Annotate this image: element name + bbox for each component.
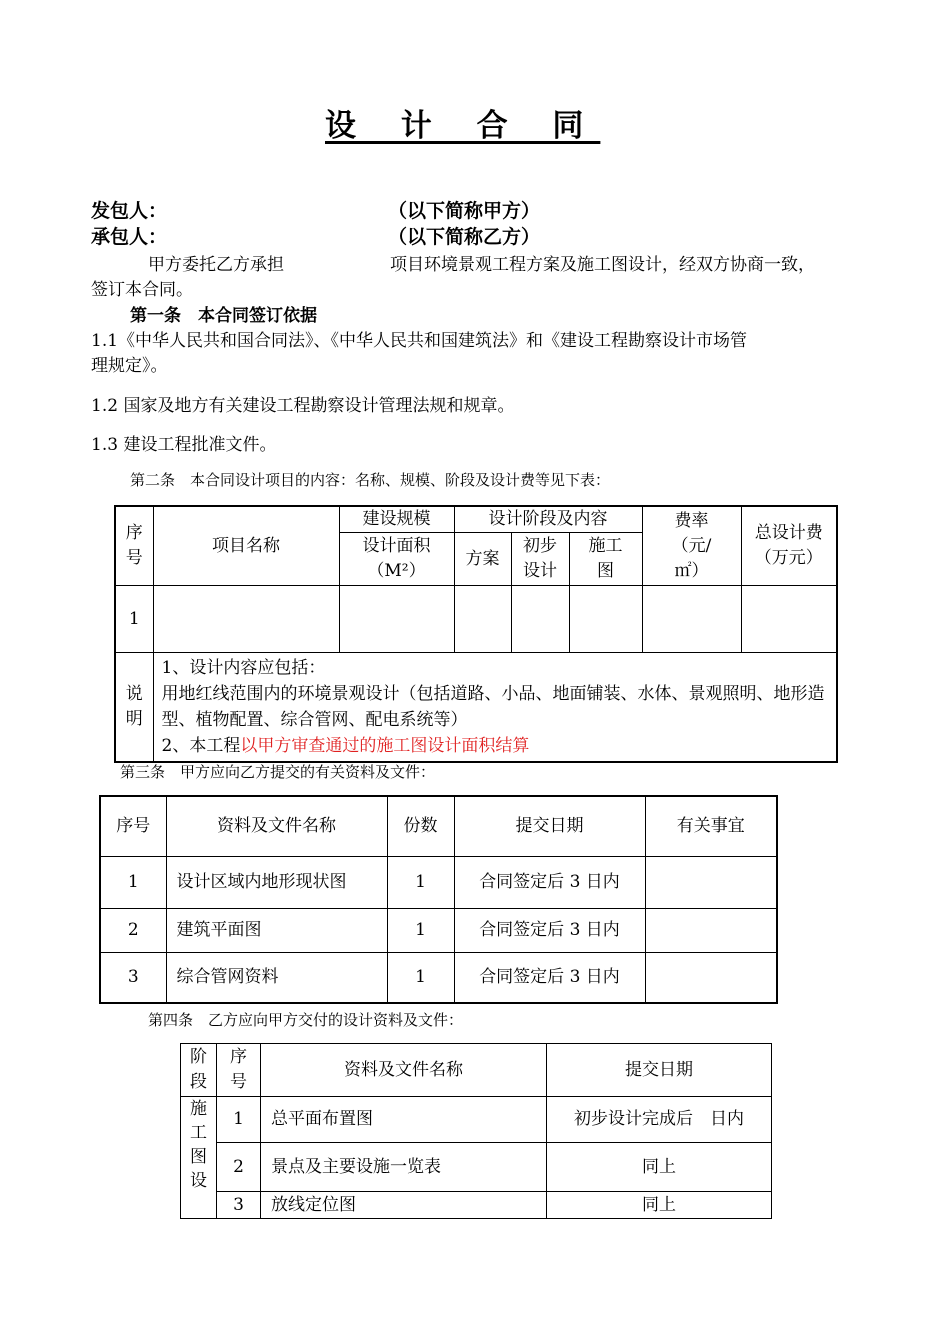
table-row [181,1097,772,1143]
header-prelim [511,533,569,586]
t2-row2-date: 合同签定后 3 日内 [454,908,645,952]
t2-row1-name: 设计区域内地形现状图 [166,856,387,908]
article1-item1-line1: 1.1《中华人民共和国合同法》、《中华人民共和国建筑法》和《建设工程勘察设计市场管 [91,331,748,351]
note-line2: 用地红线范围内的环境景观设计（包括道路、小品、地面铺装、水体、景观照明、地形造型、植物配置、综合管网、配电系统等） [161,684,825,730]
t2-row1-seq: 1 [100,856,166,908]
note-line3 [162,733,829,759]
t2-row1-note [645,856,777,908]
t2-row3-seq: 3 [100,952,166,1003]
header-total-text: 总设计费（万元） [754,523,823,568]
note-label [115,653,153,763]
intro-line1-a: 甲方委托乙方承担 [148,255,284,275]
header-seq-text: 序号 [125,523,143,568]
header-stage: 设计阶段及内容 [454,506,642,533]
row1-area [339,586,454,653]
header-prelim-text: 初步设计 [523,536,557,581]
employer-note: （以下简称甲方） [388,200,541,222]
t3-row3-name: 放线定位图 [261,1192,547,1219]
row1-construction [569,586,642,653]
t3-row3-seq: 3 [217,1192,261,1219]
t3-header-seq [217,1044,261,1097]
header-rate [642,506,741,586]
article2-heading: 第二条 本合同设计项目的内容：名称、规模、阶段及设计费等见下表： [130,471,611,489]
row1-name [153,586,339,653]
t3-row2-name: 景点及主要设施一览表 [261,1143,547,1192]
document-title: 设 计 合 同 [325,108,601,144]
t3-row2-date: 同上 [547,1143,772,1192]
employer-label: 发包人： [91,200,168,222]
deliverables-table [180,1043,772,1219]
header-construction-text: 施工图 [588,536,623,581]
header-project-name: 项目名称 [153,506,339,586]
note-line3-prefix: 2、本工程 [161,736,241,756]
row1-total [741,586,837,653]
header-scale: 建设规模 [339,506,454,533]
article1-heading: 第一条 本合同签订依据 [130,306,317,326]
t2-row2-count: 1 [387,908,454,952]
t2-row2-seq: 2 [100,908,166,952]
t2-row3-count: 1 [387,952,454,1003]
article1-item1-line2: 理规定》。 [91,356,168,376]
header-area-text: 设计面积（M²） [362,536,431,581]
contractor-note: （以下简称乙方） [388,226,541,248]
design-items-table [114,505,838,763]
header-seq [115,506,153,586]
article3-heading: 第三条 甲方应向乙方提交的有关资料及文件： [120,763,436,781]
t2-header-seq: 序号 [100,796,166,856]
header-rate-text: 费率（元/㎡） [671,510,712,581]
header-area [339,533,454,586]
t2-header-count: 份数 [387,796,454,856]
t3-row3-date: 同上 [547,1192,772,1219]
t2-row1-date: 合同签定后 3 日内 [454,856,645,908]
t2-row3-date: 合同签定后 3 日内 [454,952,645,1003]
t2-row3-note [645,952,777,1003]
note-content [153,653,837,763]
t3-stage-text: 施工图设 [190,1099,207,1191]
t2-row2-note [645,908,777,952]
t2-row3-name: 综合管网资料 [166,952,387,1003]
t2-row2-name: 建筑平面图 [166,908,387,952]
t3-row1-seq: 1 [217,1097,261,1143]
table-row [181,1143,772,1192]
t3-header-stage [181,1044,217,1097]
article1-item2: 1.2 国家及地方有关建设工程勘察设计管理法规和规章。 [91,396,515,416]
t3-row1-name: 总平面布置图 [261,1097,547,1143]
t3-stage-cell [181,1097,217,1219]
article1-item3: 1.3 建设工程批准文件。 [91,435,277,455]
table-row [100,952,777,1003]
t2-header-name: 资料及文件名称 [166,796,387,856]
note-row [115,653,837,763]
t2-header-date: 提交日期 [454,796,645,856]
intro-line2: 签订本合同。 [91,280,193,300]
t2-header-note: 有关事宜 [645,796,777,856]
t3-row2-seq: 2 [217,1143,261,1192]
table-row [100,856,777,908]
table-row [181,1192,772,1219]
table-row [100,908,777,952]
t3-header-name: 资料及文件名称 [261,1044,547,1097]
t2-row1-count: 1 [387,856,454,908]
contractor-label: 承包人： [91,226,168,248]
t3-header-date: 提交日期 [547,1044,772,1097]
row1-scheme [454,586,511,653]
materials-from-employer-table [99,795,778,1004]
intro-line1-b: 项目环境景观工程方案及施工图设计，经双方协商一致， [390,255,815,275]
note-line1: 1、设计内容应包括： [161,658,326,678]
t3-row1-date: 初步设计完成后 日内 [547,1097,772,1143]
note-line3-highlight: 以甲方审查通过的施工图设计面积结算 [240,736,530,756]
t3-header-stage-text: 阶段 [190,1047,207,1092]
note-label-text: 说明 [125,684,143,729]
t3-header-seq-text: 序号 [230,1047,247,1092]
article4-heading: 第四条 乙方应向甲方交付的设计资料及文件： [148,1011,464,1029]
row1-seq: 1 [115,586,153,653]
table-row [115,586,837,653]
row1-rate [642,586,741,653]
row1-prelim [511,586,569,653]
header-construction [569,533,642,586]
header-total [741,506,837,586]
header-scheme: 方案 [454,533,511,586]
